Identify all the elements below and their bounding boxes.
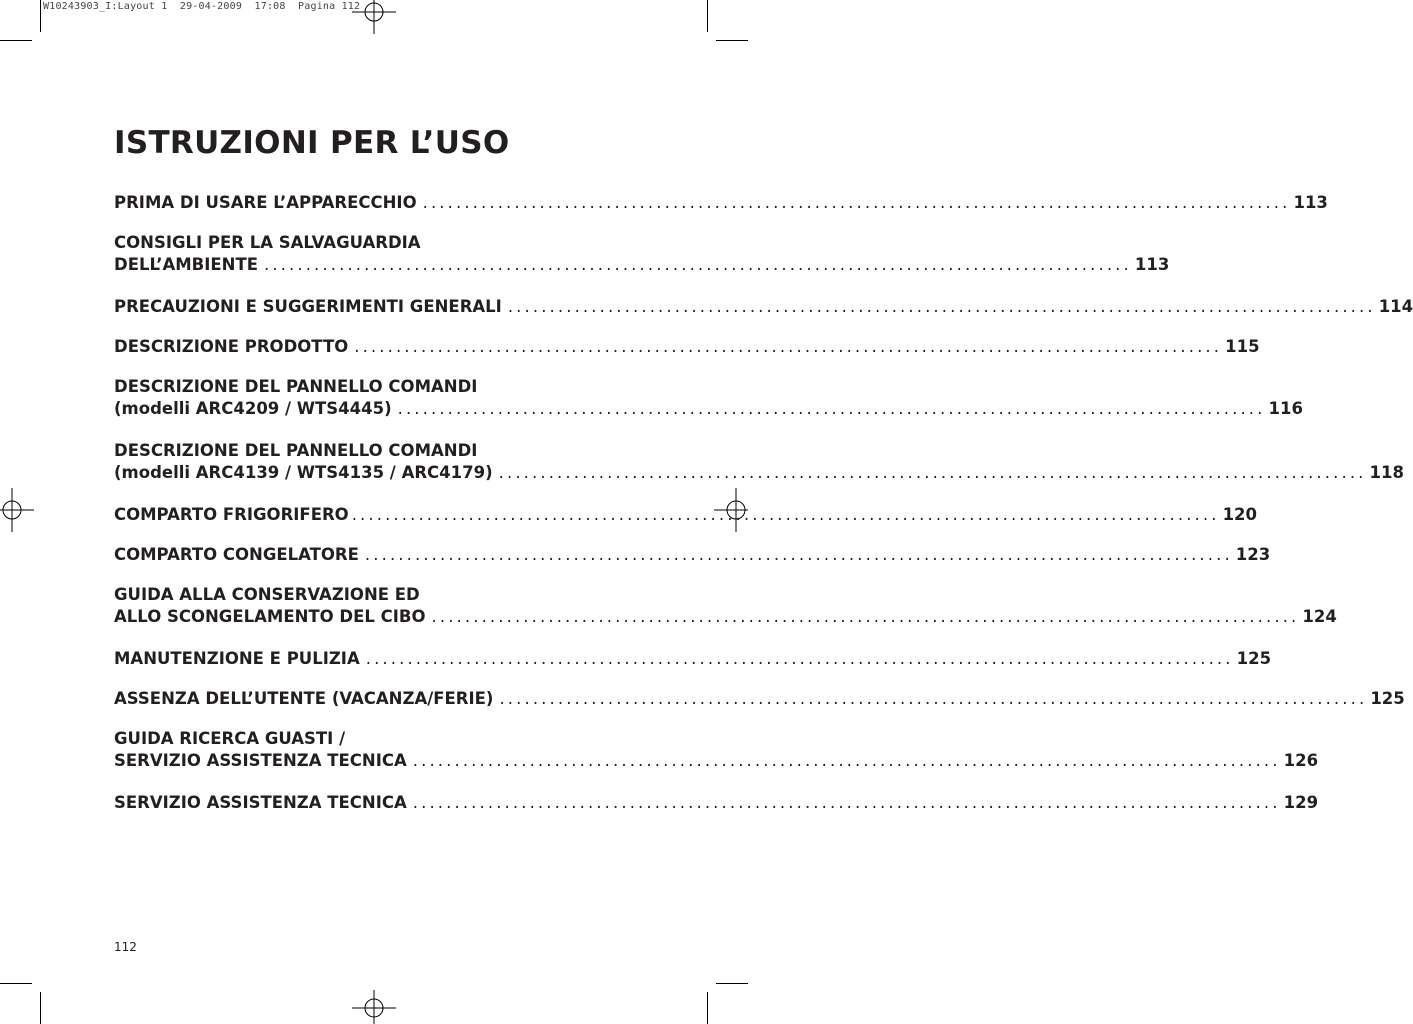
toc-leader-dots: ........................................................................................................ <box>412 793 1281 812</box>
registration-mark-icon <box>0 488 34 532</box>
toc-leader-dots: ........................................................................................................ <box>397 399 1266 418</box>
toc-entry[interactable] <box>114 232 1170 276</box>
toc-page-number: 113 <box>1134 255 1170 274</box>
crop-mark-top-right-v <box>707 0 708 32</box>
toc-entry[interactable] <box>114 376 1303 420</box>
toc-leader-dots: ........................................................................................................ <box>364 545 1233 564</box>
toc-entry-label: PRECAUZIONI E SUGGERIMENTI GENERALI <box>114 297 502 316</box>
toc-leader-dots: ........................................................................................................ <box>351 505 1220 524</box>
toc-page-number: 116 <box>1268 399 1303 418</box>
toc-entry-label: DESCRIZIONE PRODOTTO <box>114 337 349 356</box>
toc-leader-dots: ........................................................................................................ <box>431 607 1300 626</box>
slug-line: W10243903_I:Layout 1 29-04-2009 17:08 Pagina 112 <box>43 1 361 12</box>
toc-leader-dots: ........................................................................................................ <box>263 255 1132 274</box>
crop-mark-bottom-right-v <box>707 992 708 1024</box>
toc-page-number: 124 <box>1302 607 1337 626</box>
toc-entry-first-line: CONSIGLI PER LA SALVAGUARDIA <box>114 233 421 252</box>
toc-entry-first-line: DESCRIZIONE DEL PANNELLO COMANDI <box>114 377 478 396</box>
toc-page-number: 126 <box>1283 751 1319 770</box>
toc-entry-label: COMPARTO FRIGORIFERO <box>114 505 349 524</box>
toc-entry-label: (modelli ARC4139 / WTS4135 / ARC4179) <box>114 463 493 482</box>
toc-entry[interactable] <box>114 544 1271 566</box>
toc-page-number: 120 <box>1222 505 1258 524</box>
toc-entry[interactable] <box>114 728 1319 772</box>
crop-mark-bottom-left-v <box>40 992 41 1024</box>
toc-leader-dots: ........................................................................................................ <box>422 193 1291 212</box>
toc-page-number: 118 <box>1369 463 1404 482</box>
toc-entry-label: PRIMA DI USARE L’APPARECCHIO <box>114 193 417 212</box>
toc-leader-dots: ........................................................................................................ <box>499 689 1368 708</box>
toc-page-number: 114 <box>1378 297 1413 316</box>
toc-leader-dots: ........................................................................................................ <box>365 649 1234 668</box>
toc-entry[interactable] <box>114 648 1272 670</box>
table-of-contents <box>114 192 1413 832</box>
toc-page-number: 129 <box>1283 793 1319 812</box>
page-title: ISTRUZIONI PER L’USO <box>114 125 510 161</box>
toc-entry-first-line: GUIDA ALLA CONSERVAZIONE ED <box>114 585 420 604</box>
toc-entry-first-line: DESCRIZIONE DEL PANNELLO COMANDI <box>114 441 478 460</box>
toc-page-number: 113 <box>1293 193 1328 212</box>
toc-leader-dots: ........................................................................................................ <box>498 463 1367 482</box>
page-number: 112 <box>114 940 137 954</box>
toc-entry[interactable] <box>114 440 1404 484</box>
toc-entry[interactable] <box>114 792 1319 814</box>
toc-entry-label: COMPARTO CONGELATORE <box>114 545 359 564</box>
toc-leader-dots: ........................................................................................................ <box>412 751 1281 770</box>
crop-mark-top-left-v <box>40 0 41 32</box>
toc-entry-label: SERVIZIO ASSISTENZA TECNICA <box>114 751 407 770</box>
toc-entry-label: (modelli ARC4209 / WTS4445) <box>114 399 392 418</box>
crop-mark-bottom-left-h <box>0 983 32 984</box>
toc-entry-label: SERVIZIO ASSISTENZA TECNICA <box>114 793 407 812</box>
crop-mark-bottom-right-h <box>716 983 748 984</box>
registration-mark-icon <box>352 0 396 34</box>
toc-entry[interactable] <box>114 504 1258 526</box>
toc-entry-label: DELL’AMBIENTE <box>114 255 258 274</box>
toc-leader-dots: ........................................................................................................ <box>354 337 1223 356</box>
toc-page-number: 125 <box>1370 689 1405 708</box>
toc-entry[interactable] <box>114 584 1337 628</box>
crop-mark-top-right-h <box>716 40 748 41</box>
toc-entry[interactable] <box>114 336 1260 358</box>
crop-mark-top-left-h <box>0 40 32 41</box>
toc-entry-label: MANUTENZIONE E PULIZIA <box>114 649 360 668</box>
registration-mark-icon <box>352 990 396 1024</box>
toc-entry[interactable] <box>114 688 1405 710</box>
toc-entry[interactable] <box>114 296 1413 318</box>
toc-entry-label: ASSENZA DELL’UTENTE (VACANZA/FERIE) <box>114 689 494 708</box>
toc-page-number: 123 <box>1235 545 1271 564</box>
toc-page-number: 125 <box>1236 649 1272 668</box>
toc-entry-label: ALLO SCONGELAMENTO DEL CIBO <box>114 607 426 626</box>
toc-entry-first-line: GUIDA RICERCA GUASTI / <box>114 729 346 748</box>
toc-page-number: 115 <box>1225 337 1260 356</box>
toc-leader-dots: ........................................................................................................ <box>507 297 1376 316</box>
toc-entry[interactable] <box>114 192 1328 214</box>
